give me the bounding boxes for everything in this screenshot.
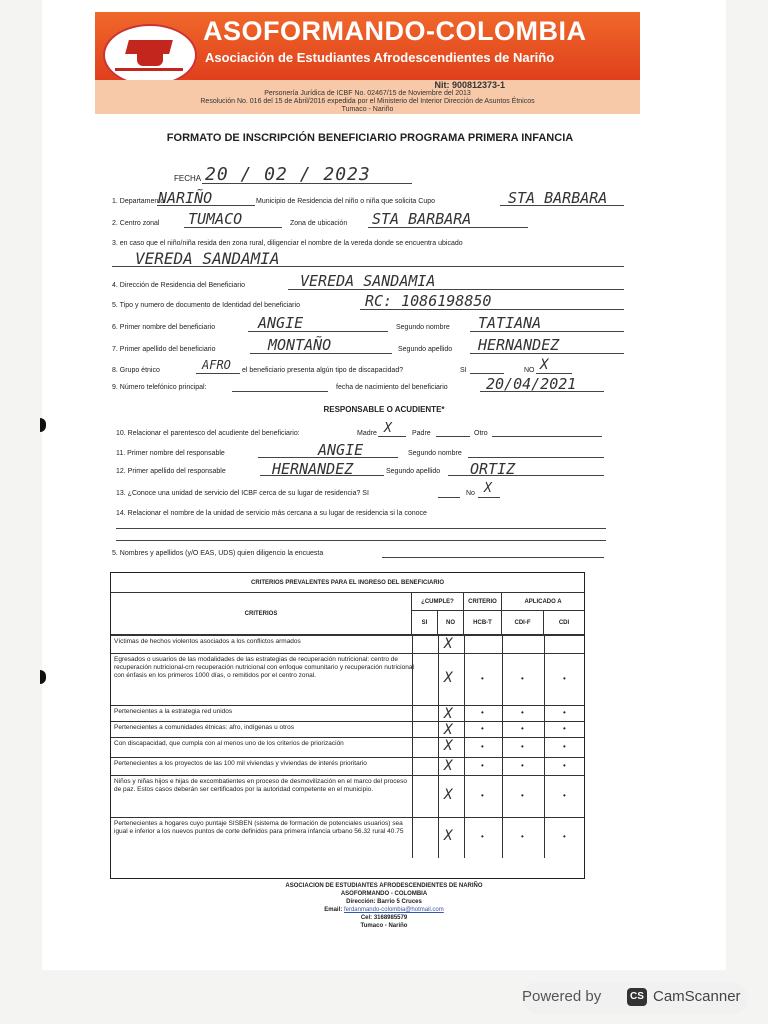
applied-dot: •: [481, 761, 484, 770]
footer-line: ASOFORMANDO - COLOMBIA: [340, 891, 428, 897]
applied-dot: •: [563, 791, 566, 800]
graduation-cap-logo-icon: [103, 24, 197, 86]
applied-dot: •: [481, 791, 484, 800]
applied-dot: •: [481, 724, 484, 733]
table-header-no: NO: [438, 611, 464, 635]
q8-no-label: NO: [524, 367, 535, 374]
applied-dot: •: [481, 674, 484, 683]
table-header-cumple: ¿CUMPLE?: [412, 593, 464, 611]
criterion-text: Con discapacidad, que cumpla con al menos uno de los criterios de priorización: [114, 740, 344, 747]
applied-dot: •: [521, 674, 524, 683]
underline: [157, 205, 255, 206]
footer-email-label: Email:: [324, 907, 343, 913]
table-header-hcbt: HCB-T: [464, 611, 502, 635]
applied-dot: •: [521, 791, 524, 800]
criterion-text: Pertenecientes a comunidades étnicas: afro, indígenas u otros: [114, 724, 294, 731]
table-header-criterios: CRITERIOS: [111, 593, 412, 635]
underline: [492, 436, 602, 437]
q3-value: VEREDA SANDAMIA: [135, 249, 280, 268]
powered-by-text: Powered by: [522, 988, 602, 1005]
legal-line: Tumaco - Nariño: [341, 106, 394, 113]
org-name: ASOFORMANDO-COLOMBIA: [203, 16, 587, 46]
legal-line: Resolución No. 016 del 15 de Abril/2016 expedida por el Ministerio del Interior Dirección de Asuntos Étnicos: [200, 98, 535, 105]
q7-mid-label: Segundo apellido: [398, 346, 453, 353]
table-title: CRITERIOS PREVALENTES PARA EL INGRESO DEL BENEFICIARIO: [111, 573, 584, 593]
no-mark: X: [444, 758, 453, 774]
underline: [250, 353, 392, 354]
footer-email: [0, 906, 768, 914]
table-row: [111, 705, 584, 722]
table-header-si: SI: [412, 611, 438, 635]
header-banner: [95, 12, 640, 80]
applied-dot: •: [521, 708, 524, 717]
q9-value: 20/04/2021: [486, 375, 577, 393]
underline: [500, 205, 624, 206]
camscanner-logo-icon: CS: [627, 988, 647, 1006]
no-mark: X: [444, 636, 453, 652]
underline: [470, 331, 624, 332]
q2-mid-label: Zona de ubicación: [290, 220, 348, 227]
underline: [196, 373, 240, 374]
table-header-cdi: CDI: [544, 611, 584, 635]
q12-value2: ORTIZ: [470, 460, 516, 478]
no-mark: X: [444, 722, 453, 738]
footer-email-link[interactable]: ferdanmando-colombia@hotmail.com: [343, 907, 444, 913]
criterion-text: Pertenecientes a la estrategia red unidos: [114, 708, 233, 715]
underline: [288, 289, 624, 290]
q6-value2: TATIANA: [478, 314, 542, 332]
criterion-text: Víctimas de hechos violentos asociados a los conflictos armados: [114, 638, 301, 645]
q12-value: HERNANDEZ: [272, 460, 354, 478]
q8-no-mark: X: [540, 357, 549, 373]
table-header-criterio: CRITERIO: [464, 593, 502, 611]
no-mark: X: [444, 670, 453, 686]
q10-padre-label: Padre: [412, 430, 431, 437]
q8-mid-label: el beneficiario presenta algún tipo de discapacidad?: [242, 367, 404, 374]
underline: [478, 497, 500, 498]
org-subtitle: Asociación de Estudiantes Afrodescendientes de Nariño: [205, 50, 555, 65]
applied-dot: •: [521, 724, 524, 733]
applied-dot: •: [521, 761, 524, 770]
q4-value: VEREDA SANDAMIA: [300, 272, 436, 290]
nit: Nit: 900812373-1: [434, 80, 505, 90]
applied-dot: •: [521, 742, 524, 751]
table-row: [111, 721, 584, 738]
no-mark: X: [444, 738, 453, 754]
fecha-label: FECHA: [174, 174, 202, 183]
applied-dot: •: [563, 761, 566, 770]
underline: [470, 353, 624, 354]
criteria-table: [110, 572, 585, 879]
q8-label: 8. Grupo étnico: [112, 367, 160, 374]
q7-value: MONTAÑO: [268, 336, 332, 354]
underline: [468, 457, 604, 458]
underline: [116, 528, 606, 529]
underline: [368, 227, 528, 228]
q11-value: ANGIE: [318, 441, 364, 459]
q6-value: ANGIE: [258, 314, 304, 332]
table-row: [111, 775, 584, 818]
q11-label: 11. Primer nombre del responsable: [116, 450, 225, 457]
form-title: FORMATO DE INSCRIPCIÓN BENEFICIARIO PROGRAMA PRIMERA INFANCIA: [166, 132, 574, 144]
criterion-text: Egresados o usuarios de las modalidades de las estrategias de recuperación nutricional: centro de recuperación nutricional-crn recuperación nutricional con enfoque comunitario y recuperación nutricional con énfasis en los primeros 1000 días, o remitidos por el centro zonal.: [114, 656, 414, 679]
q1-label: 1. Departamento: [112, 198, 165, 205]
underline: [184, 227, 282, 228]
q6-mid-label: Segundo nombre: [396, 324, 450, 331]
underline: [232, 391, 328, 392]
q4-label: 4. Dirección de Residencia del Beneficiario: [112, 282, 246, 289]
applied-dot: •: [481, 708, 484, 717]
q2-value2: STA BARBARA: [372, 210, 472, 228]
underline: [438, 497, 460, 498]
q10-madre-mark: X: [384, 421, 392, 436]
underline: [116, 540, 606, 541]
q6-label: 6. Primer nombre del beneficiario: [112, 324, 216, 331]
applied-dot: •: [563, 724, 566, 733]
no-mark: X: [444, 828, 453, 844]
criterion-text: Pertenecientes a los proyectos de las 100 mil viviendas y viviendas de interés prioritario: [114, 760, 367, 767]
underline: [258, 457, 398, 458]
q9-mid-label: fecha de nacimiento del beneficiario: [336, 384, 448, 391]
applied-dot: •: [521, 832, 524, 841]
q13-no-label: No: [466, 490, 475, 497]
table-header-cdif: CDI-F: [502, 611, 544, 635]
table-row: [111, 817, 584, 858]
responsable-title: RESPONSABLE O ACUDIENTE*: [323, 405, 445, 414]
footer-line: Cel: 3168985579: [360, 915, 408, 921]
q5-value: RC: 1086198850: [365, 292, 492, 310]
underline: [202, 183, 412, 184]
q1-value2: STA BARBARA: [508, 189, 608, 207]
underline: [470, 373, 504, 374]
legal-info: [95, 80, 640, 114]
q7-value2: HERNANDEZ: [478, 336, 560, 354]
criterion-text: Niños y niñas hijos e hijas de excombatientes en proceso de desmovilización en el marco del proceso de paz. Estos casos deberán ser certificados por la autoridad competente en el municipio.: [114, 778, 408, 793]
q3-label: 3. en caso que el niño/niña resida den zona rural, diligenciar el nombre de la vereda donde se encuentra ubicado: [112, 240, 463, 247]
q5-label: 5. Tipo y numero de documento de Identidad del beneficiario: [112, 302, 300, 309]
underline: [360, 309, 624, 310]
q10-otro-label: Otro: [474, 430, 488, 437]
underline: [436, 436, 470, 437]
q12-label: 12. Primer apellido del responsable: [116, 468, 226, 475]
q8-value: AFRO: [202, 358, 231, 372]
underline: [382, 557, 604, 558]
table-row: [111, 737, 584, 758]
applied-dot: •: [563, 832, 566, 841]
q15-label: 5. Nombres y apellidos (y/O EAS, UDS) quien diligencio la encuesta: [112, 550, 324, 557]
table-row: [111, 635, 584, 654]
q13-label: 13. ¿Conoce una unidad de servicio del ICBF cerca de su lugar de residencia? SI: [116, 490, 369, 497]
applied-dot: •: [563, 708, 566, 717]
table-row: [111, 653, 584, 706]
fecha-value: 20 / 02 / 2023: [205, 164, 371, 185]
q13-no-mark: X: [484, 481, 492, 496]
q1-value: NARIÑO: [158, 189, 213, 207]
footer-line: Dirección: Barrio 5 Cruces: [346, 899, 422, 905]
q12-mid-label: Segundo apellido: [386, 468, 441, 475]
underline: [112, 266, 624, 267]
underline: [448, 475, 604, 476]
underline: [260, 475, 384, 476]
underline: [378, 436, 406, 437]
applied-dot: •: [563, 742, 566, 751]
underline: [536, 373, 572, 374]
applied-dot: •: [563, 674, 566, 683]
criterion-text: Pertenecientes a hogares cuyo puntaje SISBEN (sistema de formación de potenciales usuarios) sea igual e inferior a los nuevos puntos de corte definidos para primera infancia urbano 56.32 rural 40.75: [114, 820, 404, 835]
q2-label: 2. Centro zonal: [112, 220, 160, 227]
table-row: [111, 757, 584, 776]
no-mark: X: [444, 787, 453, 803]
underline: [480, 391, 604, 392]
footer-line: Tumaco - Nariño: [360, 923, 408, 929]
q7-label: 7. Primer apellido del beneficiario: [112, 346, 216, 353]
applied-dot: •: [481, 832, 484, 841]
no-mark: X: [444, 706, 453, 722]
q11-mid-label: Segundo nombre: [408, 450, 462, 457]
q1-mid-label: Municipio de Residencia del niño o niña que solicita Cupo: [256, 198, 436, 205]
q2-value: TUMACO: [188, 210, 243, 228]
q10-madre-label: Madre: [357, 430, 377, 437]
q8-si-label: SI: [460, 367, 467, 374]
q9-label: 9. Número telefónico principal:: [112, 384, 207, 391]
camscanner-brand: CamScanner: [653, 988, 741, 1005]
underline: [248, 331, 388, 332]
q14-label: 14. Relacionar el nombre de la unidad de servicio más cercana a su lugar de residencia si la conoce: [116, 510, 427, 517]
applied-dot: •: [481, 742, 484, 751]
table-header-aplicado: APLICADO A: [502, 593, 584, 611]
footer-line: ASOCIACION DE ESTUDIANTES AFRODESCENDIENTES DE NARIÑO: [285, 883, 483, 889]
legal-line: Personería Jurídica de ICBF No. 02467/15 de Noviembre del 2013: [264, 90, 471, 97]
q10-label: 10. Relacionar el parentesco del acudiente del beneficiario:: [116, 430, 300, 437]
